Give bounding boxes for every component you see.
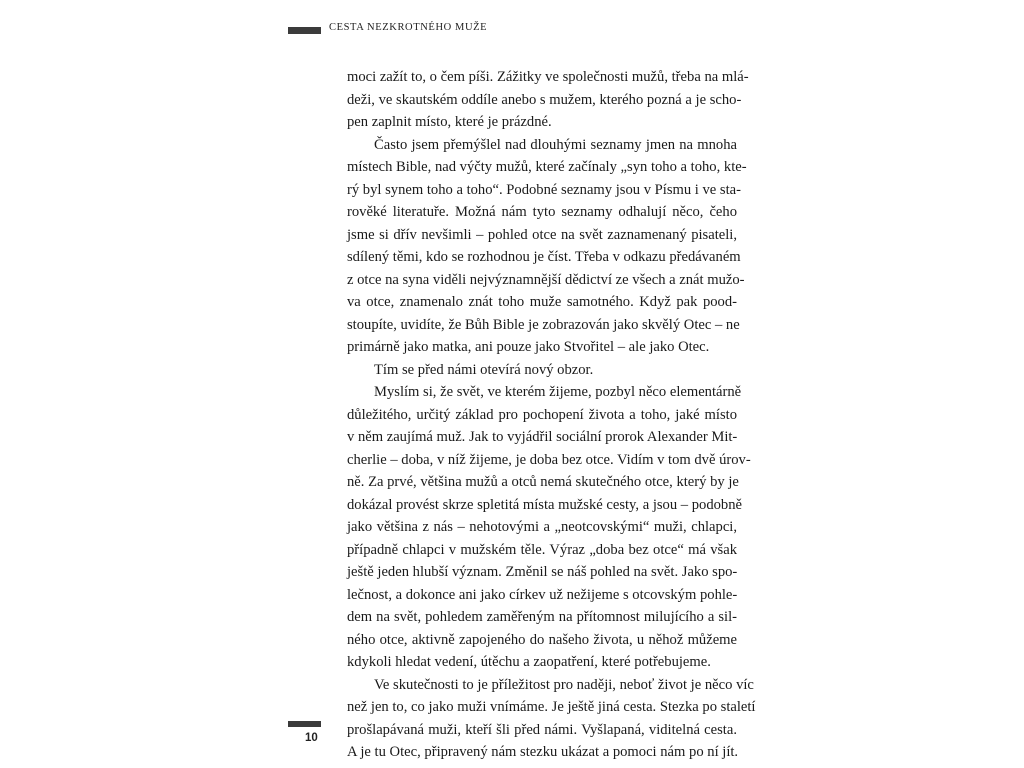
- text-line: pen zaplnit místo, které je prázdné.: [347, 114, 552, 130]
- text-line: než jen to, co jako muži vnímáme. Je ještě jiná cesta. Stezka po staletí: [347, 699, 756, 715]
- footer-rule: [288, 721, 321, 727]
- text-line: stoupíte, uvidíte, že Bůh Bible je zobrazován jako skvělý Otec – ne: [347, 316, 740, 333]
- text-line: případně chlapci v mužském těle. Výraz „doba bez otce“ má však: [347, 541, 737, 558]
- text-line: důležitého, určitý základ pro pochopení života a toho, jaké místo: [347, 406, 737, 423]
- text-line: rý byl synem toho a toho“. Podobné seznamy jsou v Písmu i ve sta-: [347, 181, 741, 198]
- text-line: lečnost, a dokonce ani jako církev už nežijeme s otcovským pohle-: [347, 586, 738, 603]
- text-line: Tím se před námi otevírá nový obzor.: [374, 361, 594, 378]
- text-line: moci zažít to, o čem píši. Zážitky ve společnosti mužů, třeba na mlá-: [347, 69, 749, 85]
- text-line: sdílený těmi, kdo se rozhodnou je číst. Třeba v odkazu předávaném: [347, 249, 741, 265]
- text-line: ně. Za prvé, většina mužů a otců nemá skutečného otce, který by je: [347, 474, 739, 490]
- text-line: místech Bible, nad výčty mužů, které začínaly „syn toho a toho, kte-: [347, 159, 747, 175]
- header-rule: [288, 27, 321, 34]
- text-line: cherlie – doba, v níž žijeme, je doba bez otce. Vidím v tom dvě úrov-: [347, 451, 751, 468]
- text-line: dokázal provést skrze spletitá místa mužské cesty, a jsou – podobně: [347, 496, 743, 513]
- text-line: va otce, znamenalo znát toho muže samotného. Když pak pood-: [347, 294, 737, 310]
- text-line: deži, ve skautském oddíle anebo s mužem, kterého pozná a je scho-: [347, 91, 742, 108]
- text-line: Myslím si, že svět, ve kterém žijeme, pozbyl něco elementárně: [374, 384, 742, 400]
- text-line: Ve skutečnosti to je příležitost pro naději, neboť život je něco víc: [374, 676, 754, 693]
- text-line: primárně jako matka, ani pouze jako Stvořitel – ale jako Otec.: [347, 339, 710, 355]
- running-title: CESTA NEZKROTNÉHO MUŽE: [329, 22, 488, 33]
- text-line: z otce na syna viděli nejvýznamnější dědictví ze všech a znát mužo-: [347, 271, 745, 288]
- text-line: jsme si dřív nevšimli – pohled otce na svět zaznamenaný pisateli,: [347, 226, 737, 243]
- text-line: ještě jeden hlubší význam. Změnil se náš pohled na svět. Jako spo-: [347, 564, 738, 580]
- text-line: prošlapávaná muži, kteří šli před námi. Vyšlapaná, viditelná cesta.: [347, 721, 737, 738]
- text-line: rověké literatuře. Možná nám tyto seznamy odhalují něco, čeho: [347, 204, 737, 220]
- text-line: v něm zaujímá muž. Jak to vyjádřil sociální prorok Alexander Mit-: [347, 429, 738, 445]
- text-line: jako většina z nás – nehotovými a „neotcovskými“ muži, chlapci,: [347, 519, 737, 535]
- text-line: kdykoli hledat vedení, útěchu a zaopatření, které potřebujeme.: [347, 654, 711, 670]
- text-line: ného otce, aktivně zapojeného do našeho života, u něhož můžeme: [347, 631, 737, 648]
- text-line: A je tu Otec, připravený nám stezku ukázat a pomoci nám po ní jít.: [347, 744, 739, 760]
- text-line: Často jsem přemýšlel nad dlouhými seznamy jmen na mnoha: [374, 136, 737, 153]
- body-text: [347, 66, 756, 764]
- page-number: 10: [305, 732, 318, 744]
- text-line: dem na svět, pohledem zaměřeným na přítomnost milujícího a sil-: [347, 609, 737, 625]
